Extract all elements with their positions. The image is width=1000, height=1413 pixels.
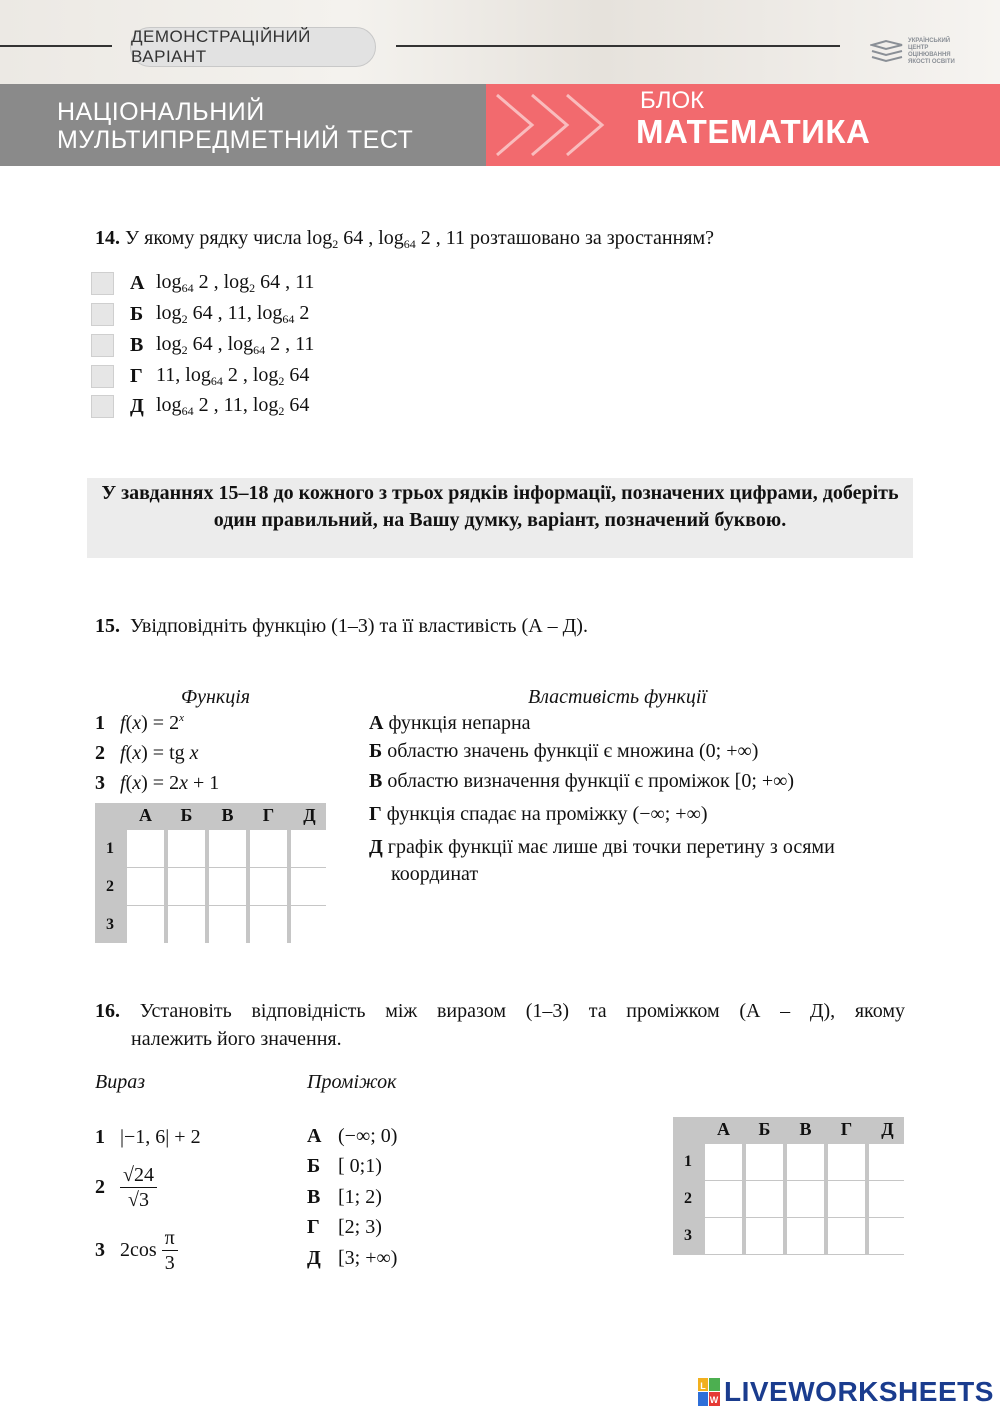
answer-checkbox[interactable]: [91, 365, 114, 388]
answer-checkbox[interactable]: [91, 303, 114, 326]
q15-col-function: Функція: [181, 686, 251, 708]
q15-property-d: Д графік функції має лише дві точки перетину з осями координат: [369, 836, 835, 885]
q14-numbers: $\log_2 64$ , $\log_{64} 2$ , 11: [306, 227, 466, 251]
liveworksheets-logo[interactable]: [698, 1376, 994, 1408]
answer-cell[interactable]: [291, 906, 328, 943]
liveworksheets-brand: LIVEWORKSHEETS: [724, 1376, 994, 1407]
answer-cell[interactable]: [209, 830, 246, 867]
answer-checkbox[interactable]: [91, 395, 114, 418]
badge-letter: L: [700, 1381, 706, 1391]
logo-caption: УКРАЇНСЬКИЙ ЦЕНТР ОЦІНЮВАННЯ ЯКОСТІ ОСВІТИ: [908, 38, 955, 65]
option-expr: $\log_2 64$ , 11, $\log_{64} 2$: [156, 302, 310, 326]
option-expr: 11, $\log_{64} 2$ , $\log_2 64$: [156, 364, 310, 388]
q14-prompt: [95, 227, 714, 252]
answer-cell[interactable]: [250, 830, 287, 867]
answer-cell[interactable]: [828, 1181, 865, 1217]
option-expr: $\log_{64} 2$ , 11, $\log_2 64$: [156, 394, 310, 418]
q16-interval-a: А (−∞; 0): [307, 1125, 398, 1147]
header-rule-left: [0, 45, 112, 47]
q15-text: Увідповідніть функцію (1–3) та її властивість (А – Д).: [130, 615, 588, 637]
answer-cell[interactable]: [828, 1144, 865, 1180]
answer-cell[interactable]: [250, 868, 287, 905]
answer-cell[interactable]: [127, 830, 164, 867]
q15-function-2: 2 f(x) = tg x: [95, 742, 199, 764]
chevrons-icon: [492, 90, 622, 160]
q14-text-post: розташовано за зростанням?: [470, 227, 715, 249]
answer-checkbox[interactable]: [91, 334, 114, 357]
q14-option-d[interactable]: Д $\log_{64} 2$ , 11, $\log_2 64$: [91, 394, 309, 419]
option-expr: $\log_2 64$ , $\log_{64} 2$ , 11: [156, 333, 315, 357]
answer-cell[interactable]: [168, 906, 205, 943]
q15-col-property: Властивість функції: [528, 686, 707, 708]
q15-property-h: Г функція спадає на проміжку (−∞; +∞): [369, 803, 708, 825]
q16-prompt-line1: 16. Установіть відповідність між виразом (1–3) та проміжком (А – Д), якому: [95, 1000, 905, 1022]
q16-expression-2: 2 $\frac{√24}{√3}$: [95, 1163, 157, 1212]
liveworksheets-badge-icon: [698, 1378, 720, 1406]
q16-col-expression: Вираз: [95, 1071, 146, 1093]
q14-option-a[interactable]: А $\log_{64} 2$ , $\log_2 64$ , 11: [91, 271, 314, 296]
test-title-line1: НАЦІОНАЛЬНИЙ: [57, 98, 265, 126]
q16-answer-grid: А Б В Г Д 1 2 3: [673, 1117, 904, 1255]
q16-expression-3: 3 2cos $\frac{\pi}{3}$: [95, 1226, 178, 1275]
answer-cell[interactable]: [869, 1218, 906, 1254]
answer-cell[interactable]: [250, 906, 287, 943]
answer-cell[interactable]: [746, 1144, 783, 1180]
q14-text-pre: У якому рядку числа: [125, 227, 302, 249]
answer-cell[interactable]: [291, 830, 328, 867]
q16-col-interval: Проміжок: [307, 1071, 397, 1093]
q15-property-v: В областю визначення функції є проміжок [0; +∞): [369, 770, 795, 792]
answer-cell[interactable]: [787, 1218, 824, 1254]
badge-letter: W: [709, 1395, 719, 1405]
q15-function-3: 3 f(x) = 2x + 1: [95, 772, 220, 794]
answer-cell[interactable]: [127, 906, 164, 943]
q15-prompt: 15. Увідповідніть функцію (1–3) та її властивість (А – Д).: [95, 615, 588, 637]
fraction: $\frac{√24}{√3}$: [120, 1163, 157, 1212]
q14-number: 14.: [95, 227, 120, 249]
answer-cell[interactable]: [787, 1144, 824, 1180]
test-title-line2: МУЛЬТИПРЕДМЕТНИЙ ТЕСТ: [57, 126, 414, 154]
answer-cell[interactable]: [828, 1218, 865, 1254]
ucoyo-logo: [870, 36, 970, 68]
subject-title: МАТЕМАТИКА: [636, 113, 871, 150]
answer-cell[interactable]: [209, 906, 246, 943]
answer-cell[interactable]: [705, 1218, 742, 1254]
instruction-box: У завданнях 15–18 до кожного з трьох рядків інформації, позначених цифрами, доберіть один правильний, на Вашу думку, варіант, позначений буквою.: [87, 478, 913, 558]
answer-cell[interactable]: [168, 830, 205, 867]
header-rule-right: [396, 45, 840, 47]
q16-interval-h: Г [2; 3): [307, 1216, 382, 1238]
answer-cell[interactable]: [787, 1181, 824, 1217]
q14-option-h[interactable]: Г 11, $\log_{64} 2$ , $\log_2 64$: [91, 364, 309, 389]
q16-prompt-line2: належить його значення.: [131, 1028, 342, 1050]
answer-cell[interactable]: [209, 868, 246, 905]
q16-interval-v: В [1; 2): [307, 1186, 382, 1208]
q16-interval-d: Д [3; +∞): [307, 1247, 398, 1269]
answer-cell[interactable]: [869, 1181, 906, 1217]
q14-option-b[interactable]: Б $\log_2 64$ , 11, $\log_{64} 2$: [91, 302, 309, 327]
answer-cell[interactable]: [705, 1181, 742, 1217]
fraction: $\frac{\pi}{3}$: [162, 1226, 178, 1275]
q15-property-b: Б областю значень функції є множина (0; +∞): [369, 740, 759, 762]
q16-interval-b: Б [ 0;1): [307, 1155, 382, 1177]
block-label: БЛОК: [640, 87, 705, 114]
answer-cell[interactable]: [746, 1218, 783, 1254]
answer-cell[interactable]: [291, 868, 328, 905]
q15-property-a: А функція непарна: [369, 712, 531, 734]
option-expr: $\log_{64} 2$ , $\log_2 64$ , 11: [156, 271, 315, 295]
answer-cell[interactable]: [869, 1144, 906, 1180]
q16-expression-1: 1 |−1, 6| + 2: [95, 1126, 201, 1148]
answer-cell[interactable]: [705, 1144, 742, 1180]
answer-cell[interactable]: [127, 868, 164, 905]
answer-checkbox[interactable]: [91, 272, 114, 295]
q14-option-v[interactable]: В $\log_2 64$ , $\log_{64} 2$ , 11: [91, 333, 314, 358]
q15-function-1: 1 $f(x) = 2^x$: [95, 712, 184, 734]
demo-version-label: ДЕМОНСТРАЦІЙНИЙ ВАРІАНТ: [130, 27, 376, 67]
answer-cell[interactable]: [168, 868, 205, 905]
book-stack-icon: [870, 39, 904, 65]
q15-answer-grid: А Б В Г Д 1 2 3: [95, 803, 326, 943]
answer-cell[interactable]: [746, 1181, 783, 1217]
